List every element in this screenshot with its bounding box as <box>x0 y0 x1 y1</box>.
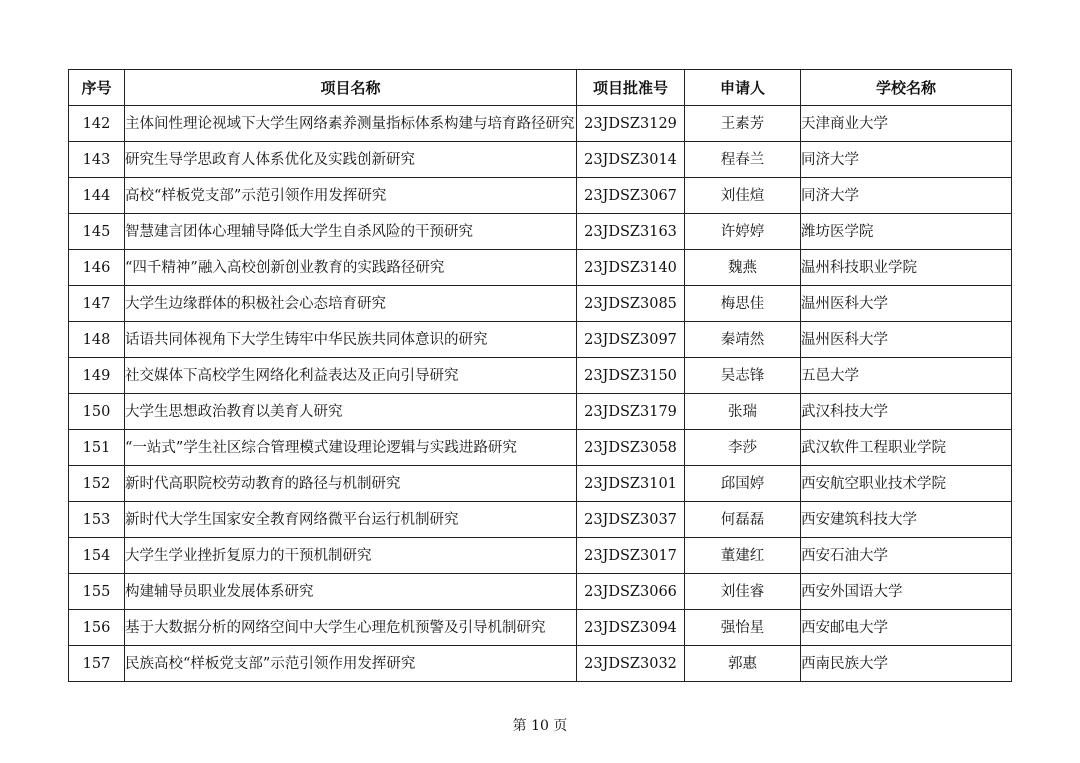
cell-project-name: 基于大数据分析的网络空间中大学生心理危机预警及引导机制研究 <box>125 610 577 646</box>
cell-school-name: 西安外国语大学 <box>801 574 1012 610</box>
cell-school-name: 五邑大学 <box>801 358 1012 394</box>
cell-applicant: 王素芳 <box>685 106 801 142</box>
cell-school-name: 武汉软件工程职业学院 <box>801 430 1012 466</box>
cell-approval-number: 23JDSZ3097 <box>577 322 685 358</box>
cell-applicant: 邱国婷 <box>685 466 801 502</box>
cell-approval-number: 23JDSZ3129 <box>577 106 685 142</box>
cell-approval-number: 23JDSZ3037 <box>577 502 685 538</box>
cell-school-name: 西南民族大学 <box>801 646 1012 682</box>
table-row <box>69 502 1012 538</box>
project-table <box>68 69 1012 682</box>
cell-seq: 145 <box>69 214 125 250</box>
cell-project-name: 构建辅导员职业发展体系研究 <box>125 574 577 610</box>
cell-approval-number: 23JDSZ3179 <box>577 394 685 430</box>
table-row <box>69 142 1012 178</box>
cell-applicant: 刘佳睿 <box>685 574 801 610</box>
cell-school-name: 西安建筑科技大学 <box>801 502 1012 538</box>
cell-seq: 155 <box>69 574 125 610</box>
cell-applicant: 强怡星 <box>685 610 801 646</box>
cell-applicant: 何磊磊 <box>685 502 801 538</box>
cell-project-name: 大学生学业挫折复原力的干预机制研究 <box>125 538 577 574</box>
table-row <box>69 466 1012 502</box>
header-applicant: 申请人 <box>685 70 801 106</box>
cell-school-name: 潍坊医学院 <box>801 214 1012 250</box>
cell-approval-number: 23JDSZ3140 <box>577 250 685 286</box>
cell-approval-number: 23JDSZ3085 <box>577 286 685 322</box>
cell-applicant: 许婷婷 <box>685 214 801 250</box>
table-row <box>69 610 1012 646</box>
header-school-name: 学校名称 <box>801 70 1012 106</box>
page-number: 第 10 页 <box>512 718 568 734</box>
cell-applicant: 董建红 <box>685 538 801 574</box>
cell-seq: 142 <box>69 106 125 142</box>
cell-project-name: 研究生导学思政育人体系优化及实践创新研究 <box>125 142 577 178</box>
table-row <box>69 646 1012 682</box>
cell-school-name: 西安航空职业技术学院 <box>801 466 1012 502</box>
cell-school-name: 同济大学 <box>801 178 1012 214</box>
table-header <box>69 70 1012 106</box>
cell-approval-number: 23JDSZ3032 <box>577 646 685 682</box>
cell-school-name: 同济大学 <box>801 142 1012 178</box>
table-row <box>69 106 1012 142</box>
cell-approval-number: 23JDSZ3150 <box>577 358 685 394</box>
cell-project-name: 民族高校“样板党支部”示范引领作用发挥研究 <box>125 646 577 682</box>
cell-applicant: 李莎 <box>685 430 801 466</box>
cell-seq: 156 <box>69 610 125 646</box>
cell-project-name: 大学生思想政治教育以美育人研究 <box>125 394 577 430</box>
cell-seq: 144 <box>69 178 125 214</box>
cell-seq: 154 <box>69 538 125 574</box>
header-project-name: 项目名称 <box>125 70 577 106</box>
cell-approval-number: 23JDSZ3101 <box>577 466 685 502</box>
cell-seq: 150 <box>69 394 125 430</box>
cell-seq: 153 <box>69 502 125 538</box>
cell-project-name: 新时代高职院校劳动教育的路径与机制研究 <box>125 466 577 502</box>
cell-project-name: 主体间性理论视域下大学生网络素养测量指标体系构建与培育路径研究 <box>125 106 577 142</box>
header-row <box>69 70 1012 106</box>
cell-approval-number: 23JDSZ3066 <box>577 574 685 610</box>
cell-applicant: 程春兰 <box>685 142 801 178</box>
table-row <box>69 178 1012 214</box>
cell-seq: 149 <box>69 358 125 394</box>
cell-school-name: 天津商业大学 <box>801 106 1012 142</box>
cell-seq: 147 <box>69 286 125 322</box>
header-seq: 序号 <box>69 70 125 106</box>
cell-approval-number: 23JDSZ3058 <box>577 430 685 466</box>
cell-approval-number: 23JDSZ3014 <box>577 142 685 178</box>
table-row <box>69 322 1012 358</box>
cell-approval-number: 23JDSZ3017 <box>577 538 685 574</box>
cell-project-name: 大学生边缘群体的积极社会心态培育研究 <box>125 286 577 322</box>
cell-seq: 152 <box>69 466 125 502</box>
cell-applicant: 梅思佳 <box>685 286 801 322</box>
cell-school-name: 西安邮电大学 <box>801 610 1012 646</box>
cell-seq: 146 <box>69 250 125 286</box>
cell-school-name: 武汉科技大学 <box>801 394 1012 430</box>
cell-applicant: 郭惠 <box>685 646 801 682</box>
cell-school-name: 温州科技职业学院 <box>801 250 1012 286</box>
table-row <box>69 574 1012 610</box>
table-row <box>69 358 1012 394</box>
cell-approval-number: 23JDSZ3163 <box>577 214 685 250</box>
cell-approval-number: 23JDSZ3067 <box>577 178 685 214</box>
table-body <box>69 106 1012 682</box>
table-row <box>69 394 1012 430</box>
cell-project-name: 高校“样板党支部”示范引领作用发挥研究 <box>125 178 577 214</box>
cell-project-name: “一站式”学生社区综合管理模式建设理论逻辑与实践进路研究 <box>125 430 577 466</box>
cell-project-name: 智慧建言团体心理辅导降低大学生自杀风险的干预研究 <box>125 214 577 250</box>
table-row <box>69 214 1012 250</box>
cell-project-name: “四千精神”融入高校创新创业教育的实践路径研究 <box>125 250 577 286</box>
cell-seq: 148 <box>69 322 125 358</box>
cell-school-name: 温州医科大学 <box>801 286 1012 322</box>
cell-school-name: 西安石油大学 <box>801 538 1012 574</box>
table-row <box>69 250 1012 286</box>
cell-seq: 151 <box>69 430 125 466</box>
table-row <box>69 538 1012 574</box>
cell-seq: 143 <box>69 142 125 178</box>
cell-applicant: 吴志锋 <box>685 358 801 394</box>
cell-approval-number: 23JDSZ3094 <box>577 610 685 646</box>
cell-applicant: 魏燕 <box>685 250 801 286</box>
cell-school-name: 温州医科大学 <box>801 322 1012 358</box>
cell-project-name: 话语共同体视角下大学生铸牢中华民族共同体意识的研究 <box>125 322 577 358</box>
cell-seq: 157 <box>69 646 125 682</box>
table-row <box>69 286 1012 322</box>
cell-project-name: 新时代大学生国家安全教育网络微平台运行机制研究 <box>125 502 577 538</box>
header-approval-number: 项目批准号 <box>577 70 685 106</box>
cell-applicant: 张瑞 <box>685 394 801 430</box>
cell-project-name: 社交媒体下高校学生网络化利益表达及正向引导研究 <box>125 358 577 394</box>
cell-applicant: 秦靖然 <box>685 322 801 358</box>
cell-applicant: 刘佳煊 <box>685 178 801 214</box>
table-row <box>69 430 1012 466</box>
